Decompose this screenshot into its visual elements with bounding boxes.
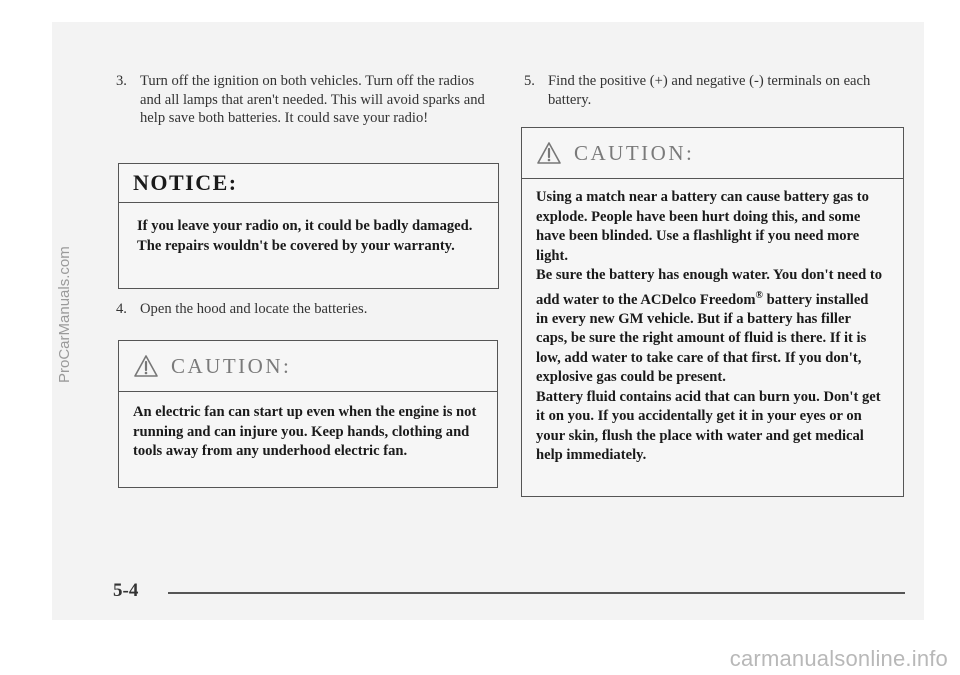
caution-para-water — [536, 266, 883, 388]
caution-title-battery: CAUTION: — [574, 140, 695, 165]
notice-body — [119, 203, 498, 256]
step-4-text: Open the hood and locate the batteries. — [140, 301, 368, 317]
caution-text-fan: An electric fan can start up even when the engine is not running and can injure you. Keep hands, clothing and tools away from any underhood electric fan. — [133, 404, 477, 459]
caution-box-battery — [521, 127, 904, 497]
notice-text: If you leave your radio on, it could be badly damaged. The repairs wouldn't be covered by your warranty. — [137, 218, 473, 254]
step-4-number: 4. — [116, 301, 127, 317]
step-5-number: 5. — [524, 73, 535, 89]
warning-triangle-icon — [133, 354, 159, 378]
caution-header-battery — [522, 128, 903, 179]
page-number: 5-4 — [113, 580, 139, 601]
caution-body-fan — [119, 392, 497, 462]
step-5-text: Find the positive (+) and negative (-) terminals on each battery. — [548, 73, 871, 108]
step-3-text: Turn off the ignition on both vehicles. Turn off the radios and all lamps that aren't needed. This will avoid sparks and help save both batteries. It could save your radio! — [140, 73, 485, 126]
caution-para-water-start: Be sure the battery has enough water. You don't need to add water to the ACDelco Freedom — [536, 267, 883, 308]
notice-title: NOTICE: — [133, 170, 238, 195]
notice-box — [118, 163, 499, 289]
caution-para-acid: Battery fluid contains acid that can burn you. Don't get it on you. If you accidentally get it in your eyes or on your skin, flush the place with water and get medical help immediately. — [536, 388, 881, 464]
caution-body-battery — [522, 179, 903, 466]
caution-para-match: Using a match near a battery can cause battery gas to explode. People have been hurt doing this, and some have been blinded. Use a flashlight if you need more light. — [536, 189, 869, 264]
caution-title-fan: CAUTION: — [171, 353, 292, 378]
step-4 — [116, 300, 488, 319]
registered-mark: ® — [755, 289, 764, 301]
bottom-watermark: carmanualsonline.info — [729, 646, 948, 671]
notice-header — [119, 164, 498, 203]
step-5 — [524, 72, 890, 109]
caution-box-fan — [118, 340, 498, 488]
caution-header-fan — [119, 341, 497, 392]
step-3 — [116, 72, 488, 128]
caution-para-water-end: battery installed in every new GM vehicle. But if a battery has filler caps, be sure the right amount of fluid is there. If it is low, add water to take care of that first. If you don't, explosive gas could be present. — [536, 291, 869, 386]
warning-triangle-icon — [536, 141, 562, 165]
step-3-number: 3. — [116, 73, 127, 89]
footer-rule — [168, 592, 905, 594]
side-watermark: ProCarManuals.com — [56, 246, 73, 384]
